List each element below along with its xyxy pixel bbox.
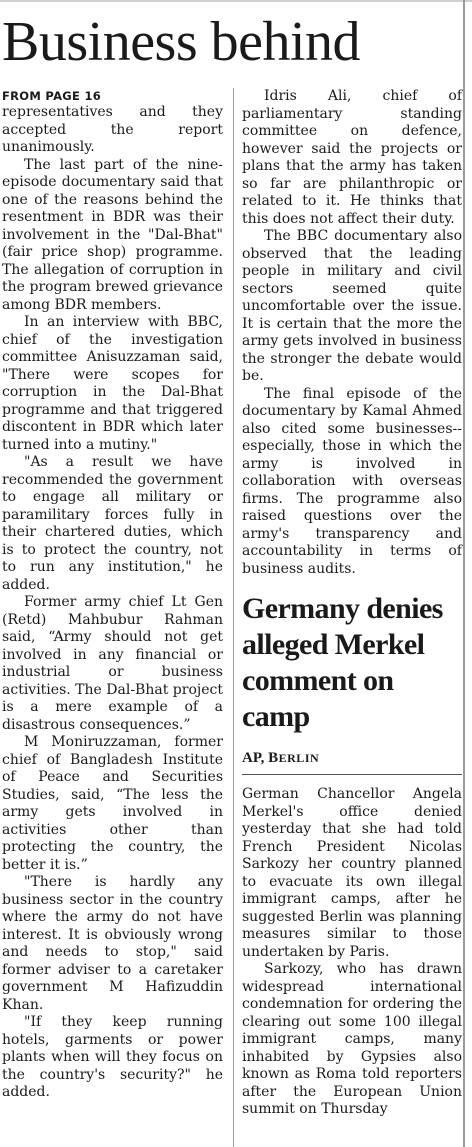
right-column — [242, 88, 462, 578]
sub-article-body — [242, 786, 462, 1119]
byline-agency: AP — [242, 750, 261, 766]
sub-article-headline: Germany denies alleged Merkel comment on camp — [242, 592, 443, 733]
byline-city-rest: ERLIN — [278, 751, 320, 765]
paragraph: "There is hardly any business sector in the country where the army do not have interest. It is obviously wrong and needs to stop," said former adviser to a caretaker government M Hafizuddin Khan. — [2, 874, 223, 1013]
paragraph: M Moniruzzaman, former chief of Bangladesh Institute of Peace and Securities Studies, said, “The less the army gets involved in activities other than protecting the country, the better it is.” — [2, 734, 223, 873]
page-edge-rule — [463, 0, 465, 1147]
paragraph: "If they keep running hotels, garments or power plants when will they focus on the country's security?" he added. — [2, 1014, 223, 1100]
byline-city-initial: B — [268, 750, 279, 766]
paragraph: Former army chief Lt Gen (Retd) Mahbubur Rahman said, “Army should not get involved in any financial or industrial or business activities. The Dal-Bhat project is a mere example of a disastrous consequences.” — [2, 594, 223, 733]
paragraph: In an interview with BBC, chief of the investigation committee Anisuzzaman said, "There were scopes for corruption in the Dal-Bhat programme and that triggered discontent in BDR which later turned into a mutiny." — [2, 314, 223, 453]
byline-rule — [242, 774, 462, 775]
paragraph: representatives and they accepted the report unanimously. — [2, 104, 223, 155]
paragraph: The last part of the nine-episode documentary said that one of the reasons behind the resentment in BDR was their involvement in the "Dal-Bhat" (fair price shop) programme. The allegation of corruption in the program brewed grievance among BDR members. — [2, 156, 223, 313]
paragraph: The BBC documentary also observed that the leading people in military and civil sectors seemed quite uncomfortable over the issue. It is certain that the more the army gets involved in business the stronger the debate would be. — [242, 228, 462, 384]
paragraph: Idris Ali, chief of parliamentary standing committee on defence, however said the projects or plans that the army has taken so far are philanthropic or related to it. He thinks that this does not affect their duty. — [242, 88, 462, 227]
continuation-label: FROM PAGE 16 — [2, 89, 102, 103]
paragraph: "As a result we have recommended the government to engage all military or paramilitary forces fully in their chartered duties, which is to protect the country, not to run any institution," he added. — [2, 454, 223, 593]
paragraph: German Chancellor Angela Merkel's office denied yesterday that she had told French President Nicolas Sarkozy her country planned to evacuate its own illegal immigrant camps, after he suggested Berlin was planning measures similar to those undertaken by Paris. — [242, 786, 462, 960]
top-rule — [0, 0, 472, 2]
paragraph: Sarkozy, who has drawn widespread international condemnation for ordering the clearing out some 100 illegal immigrant camps, many inhabited by Gypsies also known as Roma told reporters after the European Union summit on Thursday — [242, 961, 462, 1117]
paragraph: The final episode of the documentary by Kamal Ahmed also cited some businesses--especially, those in which the army is involved in collaboration with overseas firms. The programme also raised questions over the army's transparency and accountability in terms of business audits. — [242, 385, 462, 577]
byline-city — [268, 751, 319, 765]
column-divider — [233, 88, 234, 1147]
left-column — [2, 104, 223, 1102]
article-headline: Business behind — [2, 11, 361, 73]
byline: AP, BERLIN — [242, 750, 320, 766]
